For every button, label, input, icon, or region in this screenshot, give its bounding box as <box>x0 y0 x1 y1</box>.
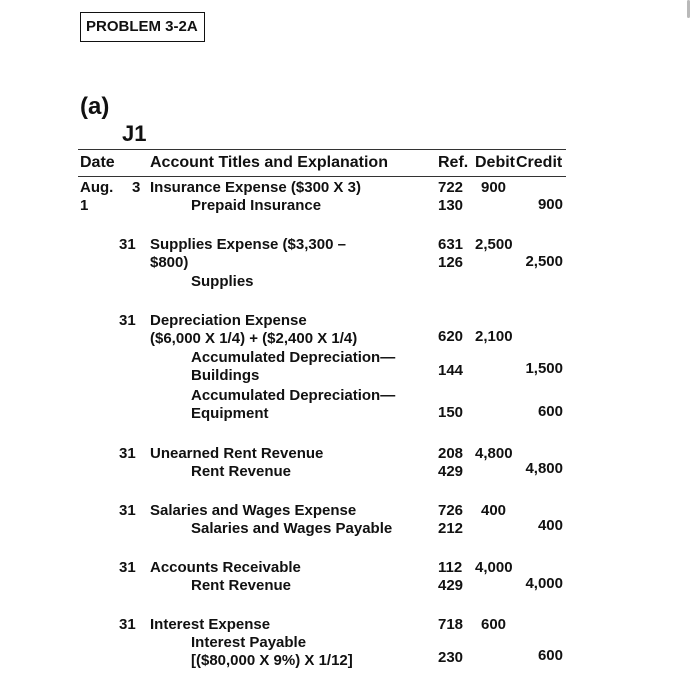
header-bottom-rule <box>78 176 566 177</box>
debit-account: Accounts Receivable <box>150 559 301 576</box>
debit-amount: 2,500 <box>475 236 513 253</box>
entry-day: 31 <box>119 502 136 519</box>
credit-account: Prepaid Insurance <box>191 197 322 214</box>
header-debit: Debit <box>475 154 515 171</box>
entry-day: 31 <box>119 312 136 329</box>
header-date: Date <box>80 154 115 171</box>
debit-ref: 631 <box>438 236 464 253</box>
debit-amount: 400 <box>481 502 507 519</box>
credit-amount: 400 <box>537 517 563 534</box>
debit-ref: 718 <box>438 616 464 633</box>
debit-amount: 4,000 <box>475 559 513 576</box>
explanation: [($80,000 X 9%) X 1/12] <box>191 652 353 669</box>
debit-ref: 726 <box>438 502 464 519</box>
debit-amount: 4,800 <box>475 445 513 462</box>
debit-account: Interest Expense <box>150 616 271 633</box>
debit-ref: 620 <box>438 328 464 345</box>
entry-day: 31 <box>119 236 136 253</box>
credit-account: Salaries and Wages Payable <box>191 520 393 537</box>
debit-ref: 112 <box>438 559 463 576</box>
debit-amount: 900 <box>481 179 507 196</box>
header-top-rule <box>78 149 566 150</box>
credit-ref: 230 <box>438 649 464 666</box>
entry-day: 31 <box>119 616 136 633</box>
journal-label: J1 <box>122 121 147 146</box>
debit-account: Depreciation Expense <box>150 312 307 329</box>
entry-day: 31 <box>119 445 136 462</box>
entry-month-day: 1 <box>80 197 89 214</box>
debit-account: Unearned Rent Revenue <box>150 445 324 462</box>
credit-ref: 144 <box>438 362 464 379</box>
credit-account: Supplies <box>191 273 254 290</box>
debit-account-continued: $800) <box>150 254 189 271</box>
header-credit: Credit <box>516 154 563 171</box>
credit-account: Accumulated Depreciation— <box>191 349 396 366</box>
debit-account: Insurance Expense ($300 X 3) <box>150 179 361 196</box>
explanation: ($6,000 X 1/4) + ($2,400 X 1/4) <box>150 330 358 347</box>
credit-ref: 126 <box>438 254 464 271</box>
credit-ref: 429 <box>438 463 464 480</box>
credit-account: Rent Revenue <box>191 463 292 480</box>
debit-account: Supplies Expense ($3,300 – <box>150 236 346 253</box>
credit-account-continued: Equipment <box>191 405 269 422</box>
credit-amount: 2,500 <box>525 253 563 270</box>
problem-title: PROBLEM 3-2A <box>80 12 205 42</box>
debit-amount: 2,100 <box>475 328 513 345</box>
credit-amount: 4,000 <box>525 575 563 592</box>
entry-day: 31 <box>119 559 136 576</box>
header-account: Account Titles and Explanation <box>150 154 388 171</box>
credit-ref: 130 <box>438 197 464 214</box>
debit-amount: 600 <box>481 616 507 633</box>
header-ref: Ref. <box>438 154 469 171</box>
debit-ref: 722 <box>438 179 464 196</box>
credit-account: Rent Revenue <box>191 577 292 594</box>
credit-account-continued: Buildings <box>191 367 260 384</box>
credit-amount: 4,800 <box>525 460 563 477</box>
debit-ref: 208 <box>438 445 464 462</box>
credit-amount: 600 <box>537 647 563 664</box>
credit-ref: 212 <box>438 520 464 537</box>
entry-month: Aug. <box>80 179 114 196</box>
credit-amount: 600 <box>537 403 563 420</box>
credit-amount: 900 <box>537 196 563 213</box>
credit-ref: 429 <box>438 577 464 594</box>
debit-account: Salaries and Wages Expense <box>150 502 357 519</box>
part-label: (a) <box>80 93 110 120</box>
credit-account: Accumulated Depreciation— <box>191 387 396 404</box>
entry-day: 3 <box>132 179 141 196</box>
credit-ref: 150 <box>438 404 464 421</box>
credit-amount: 1,500 <box>525 360 563 377</box>
credit-account: Interest Payable <box>191 634 307 651</box>
scrollbar[interactable] <box>687 0 690 18</box>
